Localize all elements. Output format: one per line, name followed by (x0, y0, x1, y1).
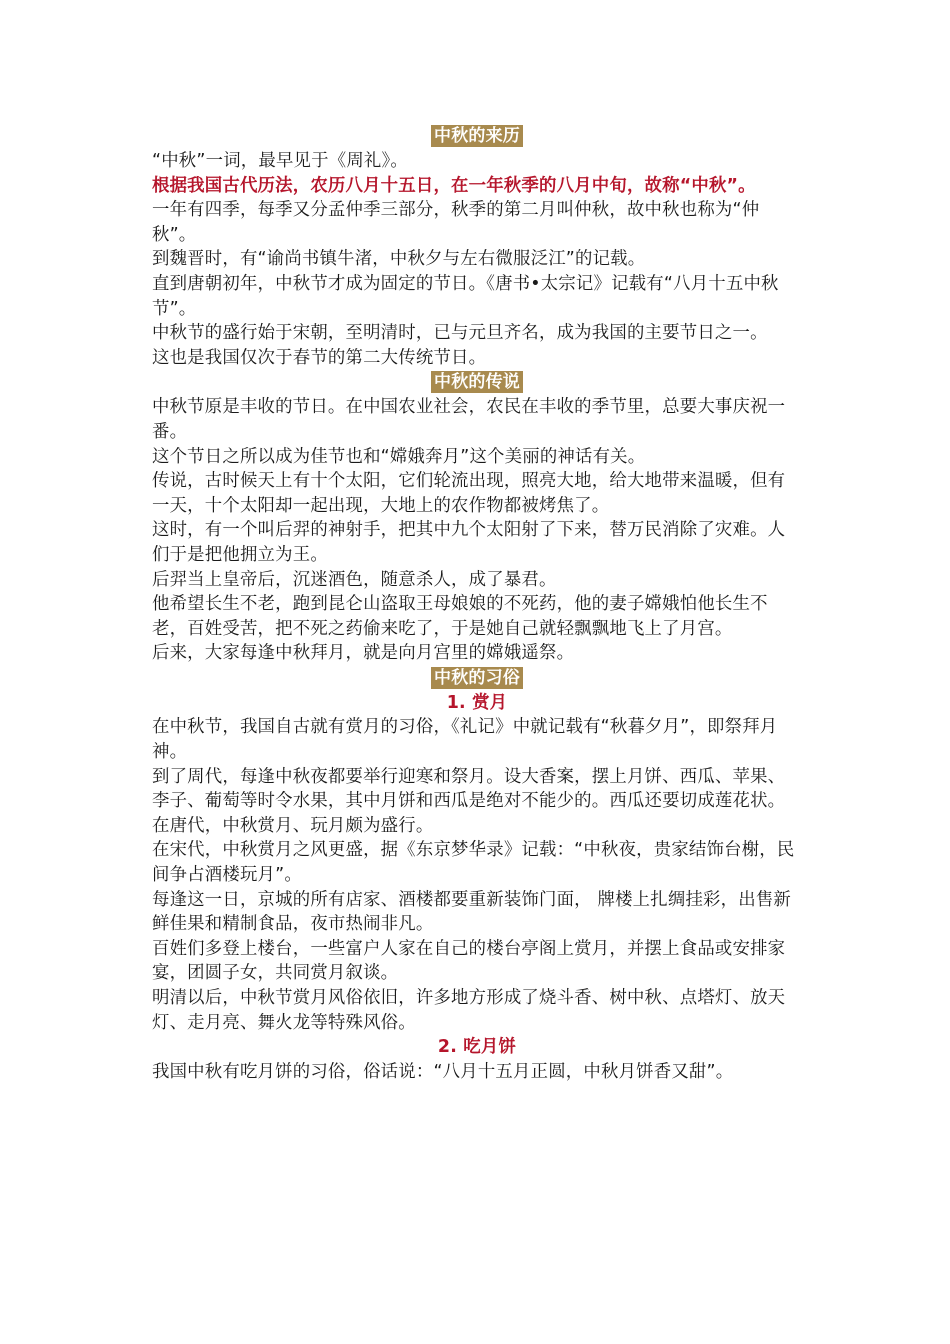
paragraph: 到魏晋时，有“谕尚书镇牛渚，中秋夕与左右微服泛江”的记载。 (152, 249, 646, 270)
paragraph: 直到唐朝初年，中秋节才成为固定的节日。《唐书•太宗记》记载有“八月十五中秋节”。 (152, 273, 779, 319)
paragraph: 明清以后，中秋节赏月风俗依旧，许多地方形成了烧斗香、树中秋、点塔灯、放天灯、走月亮、舞火龙等特殊风俗。 (152, 988, 786, 1033)
paragraph: 后羿当上皇帝后，沉迷酒色，随意杀人，成了暴君。 (152, 569, 557, 590)
paragraph: 在宋代，中秋赏月之风更盛，据《东京梦华录》记载：“中秋夜，贵家结饰台榭，民间争占酒楼玩月”。 (152, 840, 795, 886)
paragraph: 他希望长生不老，跑到昆仑山盗取王母娘娘的不死药，他的妻子嫦娥怕他长生不老，百姓受苦，把不死之药偷来吃了，于是她自己就轻飘飘地飞上了月宫。 (152, 594, 768, 639)
paragraph: 到了周代，每逢中秋夜都要举行迎寒和祭月。设大香案，摆上月饼、西瓜、苹果、李子、葡萄等时令水果，其中月饼和西瓜是绝对不能少的。西瓜还要切成莲花状。 (152, 766, 786, 812)
paragraph: 我国中秋有吃月饼的习俗，俗话说：“八月十五月正圆，中秋月饼香又甜”。 (152, 1061, 734, 1082)
subsection-title: 2. 吃月饼 (437, 1037, 517, 1058)
section-heading-origin: 中秋的来历 (431, 125, 523, 147)
paragraph: 后来，大家每逢中秋拜月，就是向月宫里的嫦娥遥祭。 (152, 643, 575, 664)
paragraph: 中秋节原是丰收的节日。在中国农业社会，农民在丰收的季节里，总要大事庆祝一番。 (152, 397, 786, 442)
section-heading-wrap (152, 124, 802, 149)
paragraph: 这个节日之所以成为佳节也和“嫦娥奔月”这个美丽的神话有关。 (152, 446, 646, 467)
section-heading-customs: 中秋的习俗 (431, 667, 523, 689)
paragraph: 传说，古时候天上有十个太阳，它们轮流出现，照亮大地，给大地带来温暖，但有一天，十个太阳却一起出现，大地上的农作物都被烤焦了。 (152, 471, 786, 516)
subsection-title: 1. 赏月 (446, 692, 508, 713)
paragraph: 中秋节的盛行始于宋朝，至明清时，已与元旦齐名，成为我国的主要节日之一。 (152, 323, 768, 344)
highlighted-paragraph: 根据我国古代历法，农历八月十五日，在一年秋季的八月中旬，故称“中秋”。 (152, 175, 756, 196)
paragraph: 这也是我国仅次于春节的第二大传统节日。 (152, 347, 487, 368)
paragraph: 在中秋节，我国自古就有赏月的习俗，《礼记》中就记载有“秋暮夕月”，即祭拜月神。 (152, 717, 778, 763)
section-heading-legend: 中秋的传说 (431, 371, 523, 393)
section-heading-wrap (152, 666, 802, 691)
paragraph: 在唐代，中秋赏月、玩月颇为盛行。 (152, 815, 434, 836)
paragraph: 一年有四季，每季又分孟仲季三部分，秋季的第二月叫仲秋，故中秋也称为“仲秋”。 (152, 200, 760, 245)
section-heading-wrap (152, 370, 802, 395)
paragraph: 百姓们多登上楼台，一些富户人家在自己的楼台亭阁上赏月，并摆上食品或安排家宴，团圆子女，共同赏月叙谈。 (152, 938, 786, 984)
paragraph: “中秋”一词，最早见于《周礼》。 (152, 151, 408, 171)
document-body (152, 124, 802, 1084)
paragraph: 这时，有一个叫后羿的神射手，把其中九个太阳射了下来，替万民消除了灾难。人们于是把他拥立为王。 (152, 520, 786, 565)
paragraph: 每逢这一日，京城的所有店家、酒楼都要重新装饰门面， 牌楼上扎绸挂彩，出售新鲜佳果和精制食品，夜市热闹非凡。 (152, 889, 791, 935)
